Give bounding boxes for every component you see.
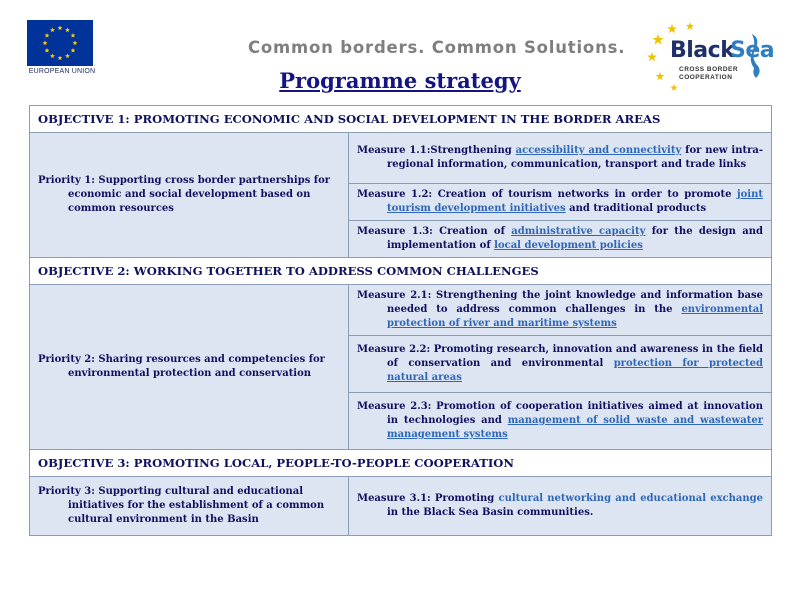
measure-1-2-link[interactable]: joint tourism development initiatives xyxy=(387,189,763,214)
logo-subtitle-1: CROSS BORDER xyxy=(679,66,739,73)
priority-2-cell xyxy=(30,285,349,450)
measure-3-1-text xyxy=(357,492,763,520)
measure-1-2-cell xyxy=(349,184,772,221)
measure-1-1-link[interactable]: accessibility and connectivity xyxy=(515,145,682,156)
objective-1-title: OBJECTIVE 1: PROMOTING ECONOMIC AND SOCIAL DEVELOPMENT IN THE BORDER AREAS xyxy=(30,106,772,133)
eu-stars xyxy=(27,20,93,66)
logo-sea-text: Sea xyxy=(730,38,775,63)
priority-3-text: Priority 3: Supporting cultural and educational initiatives for the establishment of a common cultural environment in the Basin xyxy=(38,486,325,525)
measure-2-3-text xyxy=(357,400,763,442)
logo-subtitle-2: COOPERATION xyxy=(679,74,733,81)
measure-1-2-text xyxy=(357,188,763,216)
eu-star-icon xyxy=(50,53,55,58)
measure-1-1-row xyxy=(30,133,772,184)
measure-1-3-cell xyxy=(349,221,772,258)
eu-star-icon xyxy=(50,27,55,32)
measure-2-3-cell xyxy=(349,393,772,450)
measure-1-1-part: Measure 1.1:Strengthening xyxy=(357,145,516,156)
measure-2-2-part: Measure 2.2: Promoting research, innovation and awareness in the field of conservation and environmental xyxy=(357,344,763,369)
measure-2-1-cell xyxy=(349,285,772,336)
logo-black-text: Black xyxy=(670,38,735,63)
priority-1-cell xyxy=(30,133,349,258)
eu-star-icon xyxy=(65,27,70,32)
measure-1-1-text xyxy=(357,144,763,172)
measure-2-2-cell xyxy=(349,336,772,393)
page-title: Programme strategy xyxy=(279,68,521,93)
measure-2-3-link[interactable]: management of solid waste and wastewater management systems xyxy=(387,415,763,440)
objective-2-row xyxy=(30,258,772,285)
measure-2-2-link[interactable]: protection for protected natural areas xyxy=(387,358,763,383)
slogan: Common borders. Common Solutions. xyxy=(248,38,626,57)
eu-star-icon xyxy=(58,55,63,60)
measure-1-2-part: Measure 1.2: Creation of tourism networks in order to promote xyxy=(357,189,738,200)
measure-1-1-cell xyxy=(349,133,772,184)
eu-star-icon xyxy=(45,48,50,53)
objective-2-title: OBJECTIVE 2: WORKING TOGETHER TO ADDRESS COMMON CHALLENGES xyxy=(30,258,772,285)
measure-1-3-part: Measure 1.3: Creation of xyxy=(357,226,512,237)
priority-2-text: Priority 2: Sharing resources and competencies for environmental protection and conservation xyxy=(38,354,325,379)
measure-3-1-part: in the Black Sea Basin communities. xyxy=(387,507,594,518)
eu-star-icon xyxy=(65,53,70,58)
measure-1-3-part: for the design and implementation of xyxy=(387,226,763,251)
objective-3-row xyxy=(30,450,772,477)
eu-star-icon xyxy=(45,33,50,38)
black-sea-logo xyxy=(644,20,774,98)
eu-star-icon xyxy=(71,48,76,53)
measure-3-1-link[interactable]: cultural networking and educational exchange xyxy=(498,493,764,504)
measure-3-1-cell xyxy=(349,477,772,536)
measure-2-1-part: Measure 2.1: Strengthening the joint knowledge and information base needed to address common challenges in the xyxy=(357,290,763,315)
measure-1-3-link[interactable]: administrative capacity xyxy=(511,226,646,237)
measure-1-3-link-2[interactable]: local development policies xyxy=(494,240,643,251)
measure-1-1-part: for new intra-regional information, communication, transport and trade links xyxy=(387,145,764,170)
eu-label: EUROPEAN UNION xyxy=(28,68,96,75)
measure-1-2-part: and traditional products xyxy=(565,203,707,214)
measure-3-1-part: Measure 3.1: Promoting xyxy=(357,493,499,504)
measure-2-1-row xyxy=(30,285,772,336)
priority-3-cell xyxy=(30,477,349,536)
eu-star-icon xyxy=(71,33,76,38)
eu-flag-icon xyxy=(27,20,93,66)
measure-2-1-text xyxy=(357,289,763,331)
eu-star-icon xyxy=(58,25,63,30)
measure-2-2-text xyxy=(357,343,763,385)
measure-2-1-link[interactable]: environmental protection of river and maritime systems xyxy=(387,304,763,329)
objective-3-title: OBJECTIVE 3: PROMOTING LOCAL, PEOPLE-TO-PEOPLE COOPERATION xyxy=(30,450,772,477)
strategy-table xyxy=(29,105,772,536)
eu-star-icon xyxy=(43,40,48,45)
objective-1-row xyxy=(30,106,772,133)
measure-3-1-row xyxy=(30,477,772,536)
priority-1-text: Priority 1: Supporting cross border partnerships for economic and social development based on common resources xyxy=(38,175,331,214)
measure-2-3-part: Measure 2.3: Promotion of cooperation initiatives aimed at innovation in technologies and xyxy=(357,401,763,426)
measure-1-3-text xyxy=(357,225,763,253)
eu-star-icon xyxy=(73,40,78,45)
